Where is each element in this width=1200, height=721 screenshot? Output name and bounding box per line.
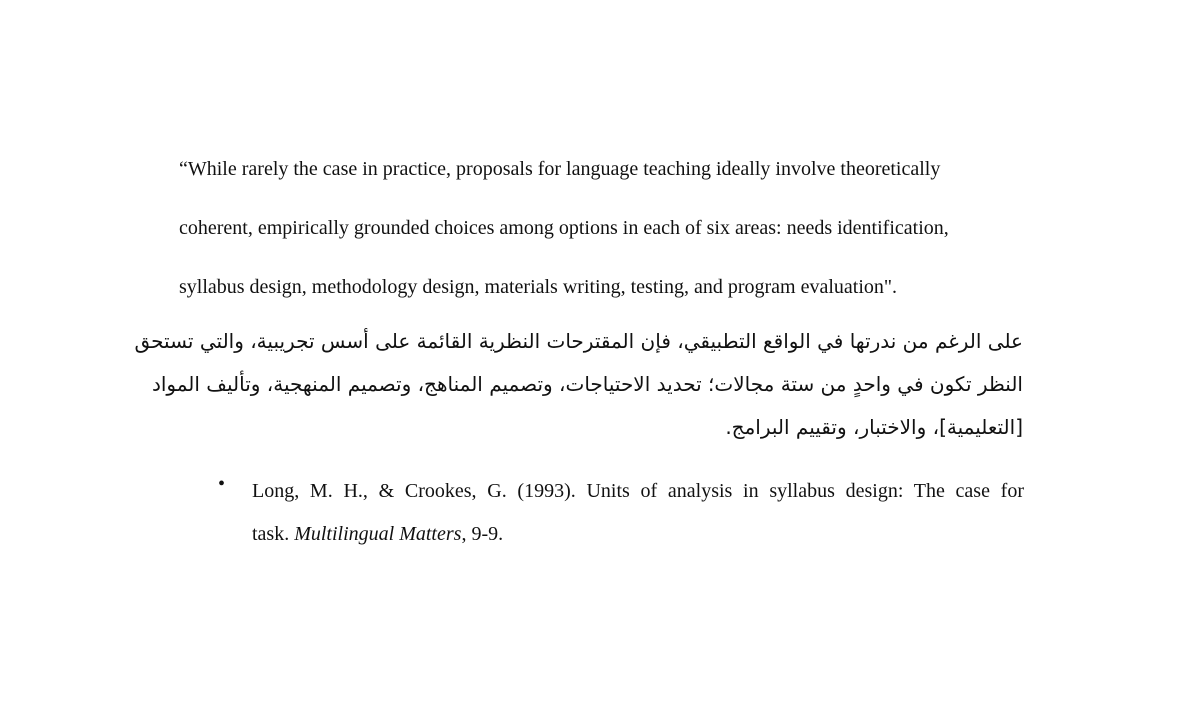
english-quote-line: syllabus design, methodology design, materials writing, testing, and program evaluation". (179, 276, 898, 298)
reference-list (218, 470, 1024, 556)
reference-item (218, 470, 1024, 556)
arabic-translation-line: النظر تكون في واحدٍ من ستة مجالات؛ تحديد الاحتياجات، وتصميم المناهج، وتصميم المنهجية، وتأليف المواد (151, 372, 1023, 396)
arabic-translation-line: [التعليمية]، والاختبار، وتقييم البرامج. (725, 415, 1023, 439)
reference-text (252, 470, 1024, 556)
arabic-translation-line: على الرغم من ندرتها في الواقع التطبيقي، فإن المقترحات النظرية القائمة على أسس تجريبية، والتي تستحق (134, 329, 1023, 353)
reference-journal: Multilingual Matters (294, 523, 462, 545)
reference-suffix: , 9-9. (461, 523, 504, 545)
reference-authors-title: Long, M. H., & Crookes, G. (1993). Units of analysis in syllabus design: The case for (252, 480, 1024, 502)
reference-prefix: task. (252, 523, 295, 545)
bullet-icon: • (218, 473, 226, 495)
english-quote (179, 140, 1029, 317)
reference-source (252, 513, 1024, 556)
english-quote-line: coherent, empirically grounded choices among options in each of six areas: needs identification, (179, 217, 949, 239)
english-quote-line: “While rarely the case in practice, proposals for language teaching ideally involve theoretically (179, 158, 941, 180)
arabic-translation (134, 320, 1023, 449)
